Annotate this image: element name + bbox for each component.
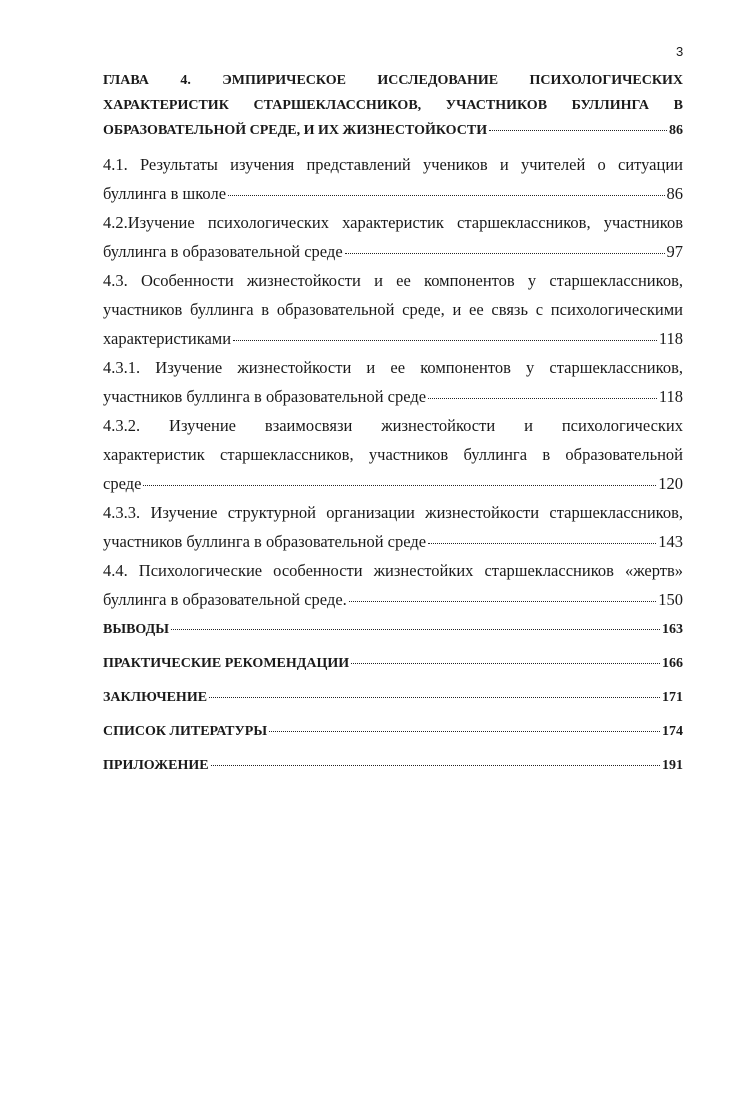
toc-page-number: 97 — [666, 242, 683, 261]
toc-page-number: 86 — [666, 184, 683, 203]
toc-entry-conclusions[interactable] — [103, 617, 683, 642]
dot-leader — [349, 601, 656, 602]
dot-leader — [209, 697, 660, 698]
toc-entry-text: ГЛАВА 4. ЭМПИРИЧЕСКОЕ ИССЛЕДОВАНИЕ ПСИХОЛОГИЧЕСКИХ — [103, 73, 683, 88]
toc-entry-text: 4.1. Результаты изучения представлений учеников и учителей о ситуации — [103, 155, 683, 174]
dot-leader — [428, 543, 656, 544]
dot-leader — [171, 629, 660, 630]
dot-leader — [228, 195, 664, 196]
toc-entry-summary[interactable] — [103, 685, 683, 710]
toc-entry-recommendations[interactable] — [103, 651, 683, 676]
toc-entry-4-4[interactable] — [103, 556, 683, 614]
toc-page-number: 150 — [658, 590, 683, 609]
toc-entry-chapter-4[interactable] — [103, 68, 683, 143]
toc-entry-text: характеристиками — [103, 329, 232, 348]
toc-entry-appendix[interactable] — [103, 753, 683, 778]
toc-entry-4-3[interactable] — [103, 266, 683, 353]
toc-entry-text: среде — [103, 474, 142, 493]
toc-page-number: 174 — [662, 724, 683, 739]
toc-entry-text: характеристик старшеклассников, участников буллинга в образовательной — [103, 445, 683, 464]
dot-leader — [489, 130, 667, 131]
dot-leader — [351, 663, 660, 664]
table-of-contents — [103, 68, 683, 778]
toc-page-number: 86 — [669, 123, 683, 138]
toc-entry-4-1[interactable] — [103, 150, 683, 208]
toc-page-number: 118 — [658, 329, 683, 348]
toc-entry-4-2[interactable] — [103, 208, 683, 266]
toc-entry-text: ХАРАКТЕРИСТИК СТАРШЕКЛАССНИКОВ, УЧАСТНИКОВ БУЛЛИНГА В — [103, 98, 683, 113]
toc-entry-text: 4.3.2. Изучение взаимосвязи жизнестойкости и психологических — [103, 416, 683, 435]
toc-entry-text: СПИСОК ЛИТЕРАТУРЫ — [103, 724, 268, 739]
toc-entry-text: 4.3. Особенности жизнестойкости и ее компонентов у старшеклассников, — [103, 271, 683, 290]
toc-page-number: 166 — [662, 656, 683, 671]
toc-entry-4-3-3[interactable] — [103, 498, 683, 556]
toc-entry-text: участников буллинга в образовательной среде — [103, 387, 427, 406]
toc-entry-text: 4.3.3. Изучение структурной организации жизнестойкости старшеклассников, — [103, 503, 683, 522]
dot-leader — [143, 485, 656, 486]
toc-entry-4-3-1[interactable] — [103, 353, 683, 411]
toc-entry-text: ПРИЛОЖЕНИЕ — [103, 758, 209, 773]
toc-entry-text: ЗАКЛЮЧЕНИЕ — [103, 690, 208, 705]
toc-entry-text: ВЫВОДЫ — [103, 622, 169, 637]
dot-leader — [233, 340, 657, 341]
dot-leader — [428, 398, 657, 399]
toc-entry-text: буллинга в образовательной среде. — [103, 590, 347, 609]
page-number: 3 — [676, 44, 684, 59]
toc-entry-text: буллинга в школе — [103, 184, 227, 203]
toc-entry-text: 4.2.Изучение психологических характеристик старшеклассников, участников — [103, 213, 683, 232]
toc-page-number: 120 — [658, 474, 683, 493]
toc-entry-text: 4.3.1. Изучение жизнестойкости и ее компонентов у старшеклассников, — [103, 358, 683, 377]
toc-entry-text: буллинга в образовательной среде — [103, 242, 343, 261]
toc-entry-text: ОБРАЗОВАТЕЛЬНОЙ СРЕДЕ, И ИХ ЖИЗНЕСТОЙКОСТИ — [103, 123, 488, 138]
toc-entry-4-3-2[interactable] — [103, 411, 683, 498]
dot-leader — [269, 731, 660, 732]
toc-page-number: 163 — [662, 622, 683, 637]
toc-page-number: 143 — [658, 532, 683, 551]
toc-entry-text: ПРАКТИЧЕСКИЕ РЕКОМЕНДАЦИИ — [103, 656, 350, 671]
toc-entry-text: участников буллинга в образовательной среде — [103, 532, 427, 551]
toc-page-number: 118 — [658, 387, 683, 406]
toc-page-number: 171 — [662, 690, 683, 705]
dot-leader — [345, 253, 665, 254]
toc-entry-references[interactable] — [103, 719, 683, 744]
toc-page-number: 191 — [662, 758, 683, 773]
toc-entry-text: участников буллинга в образовательной среде, и ее связь с психологическими — [103, 300, 683, 319]
dot-leader — [211, 765, 660, 766]
toc-entry-text: 4.4. Психологические особенности жизнестойких старшеклассников «жертв» — [103, 561, 683, 580]
